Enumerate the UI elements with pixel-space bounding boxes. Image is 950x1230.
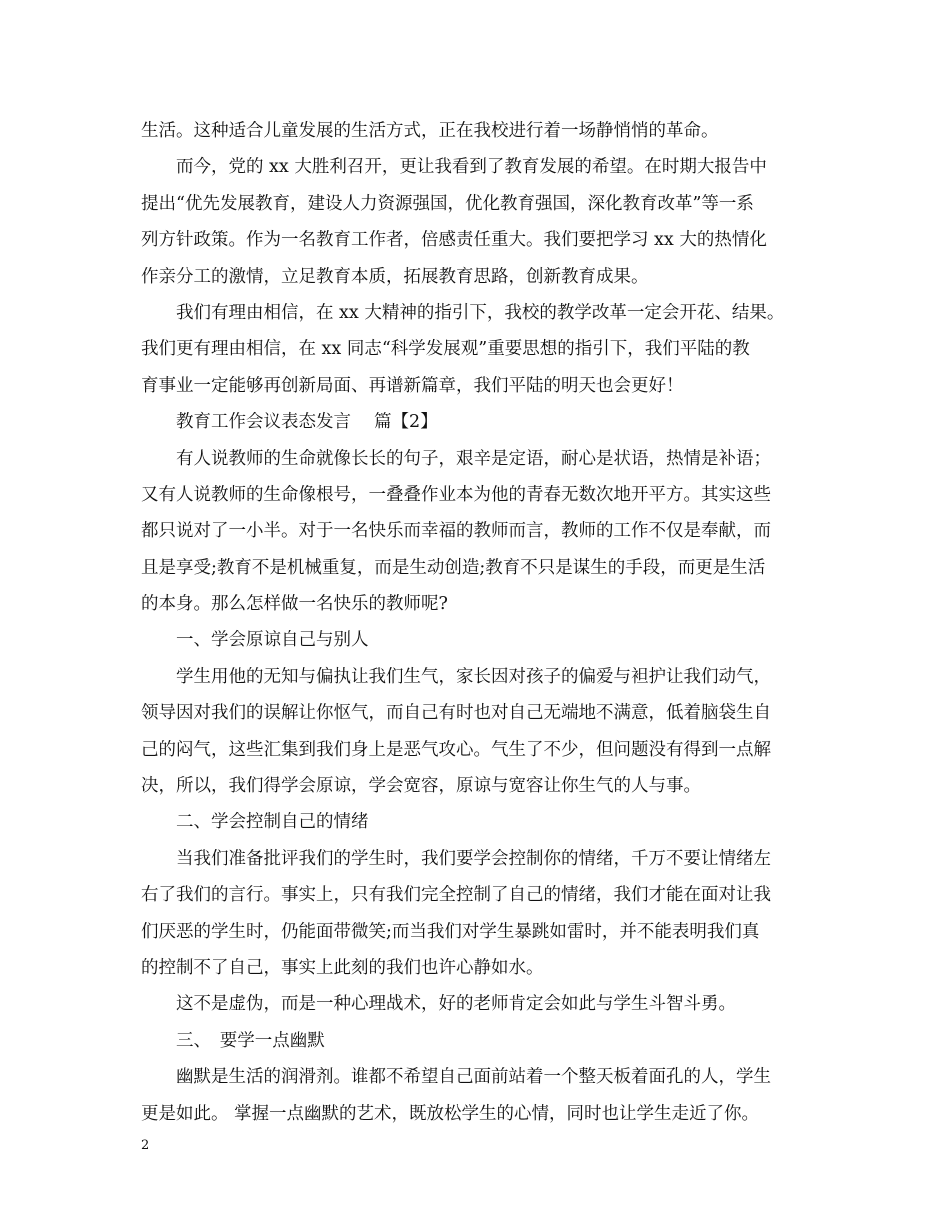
paragraph-line: 的本身。那么怎样做一名快乐的教师呢? [141,594,448,615]
paragraph-line: 作亲分工的激情，立足教育本质，拓展教育思路，创新教育成果。 [141,266,649,287]
paragraph-line: 都只说对了一小半。对于一名快乐而幸福的教师而言，教师的工作不仅是奉献，而 [141,521,771,542]
paragraph-line: 我们有理由相信，在 xx 大精神的指引下，我校的教学改革一定会开花、结果。 [176,302,785,323]
paragraph-line: 这不是虚伪，而是一种心理战术，好的老师肯定会如此与学生斗智斗勇。 [176,994,736,1015]
paragraph-line: 己的闷气，这些汇集到我们身上是恶气攻心。气生了不少，但问题没有得到一点解 [141,739,771,760]
paragraph-line: 当我们准备批评我们的学生时，我们要学会控制你的情绪，千万不要让情绪左 [176,848,771,869]
paragraph-line: 提出“优先发展教育，建设人力资源强国，优化教育强国，深化教育改革”等一系 [141,193,754,214]
body-text [141,113,821,1132]
paragraph-line: 而今，党的 xx 大胜利召开，更让我看到了教育发展的希望。在时期大报告中 [176,157,767,178]
paragraph-line: 的控制不了自己，事实上此刻的我们也许心静如水。 [141,957,544,978]
paragraph-line: 又有人说教师的生命像根号，一叠叠作业本为他的青春无数次地开平方。其实这些 [141,484,771,505]
paragraph-line: 学生用他的无知与偏执让我们生气，家长因对孩子的偏爱与袒护让我们动气， [176,666,771,687]
page-number: 2 [141,1138,150,1153]
paragraph-line: 右了我们的言行。事实上，只有我们完全控制了自己的情绪，我们才能在面对让我 [141,885,771,906]
paragraph-line: 更是如此。 掌握一点幽默的艺术，既放松学生的心情，同时也让学生走近了你。 [141,1103,760,1124]
paragraph-line: 列方针政策。作为一名教育工作者，倍感责任重大。我们要把学习 xx 大的热情化 [141,230,767,251]
paragraph-line: 领导因对我们的误解让你怄气，而自己有时也对自己无端地不满意，低着脑袋生自 [141,703,771,724]
paragraph-line: 有人说教师的生命就像长长的句子，艰辛是定语，耐心是状语，热情是补语； [176,448,771,469]
paragraph-line: 幽默是生活的润滑剂。谁都不希望自己面前站着一个整天板着面孔的人，学生 [176,1067,771,1088]
subheading: 二、学会控制自己的情绪 [176,812,369,833]
paragraph-line: 决，所以，我们得学会原谅，学会宽容，原谅与宽容让你生气的人与事。 [141,776,701,797]
paragraph-line: 育事业一定能够再创新局面、再谱新篇章，我们平陆的明天也会更好！ [141,375,684,396]
subheading: 一、学会原谅自己与别人 [176,630,369,651]
paragraph-line: 我们更有理由相信，在 xx 同志“科学发展观”重要思想的指引下，我们平陆的教 [141,339,750,360]
paragraph-line: 们厌恶的学生时，仍能面带微笑;而当我们对学生暴跳如雷时，并不能表明我们真 [141,921,760,942]
subheading: 三、 要学一点幽默 [176,1030,325,1051]
paragraph-line: 生活。这种适合儿童发展的生活方式，正在我校进行着一场静悄悄的革命。 [141,121,719,141]
paragraph-line: 且是享受;教育不是机械重复，而是生动创造;教育不只是谋生的手段，而更是生活 [141,557,766,578]
section-heading: 教育工作会议表态发言 篇【2】 [176,412,438,433]
